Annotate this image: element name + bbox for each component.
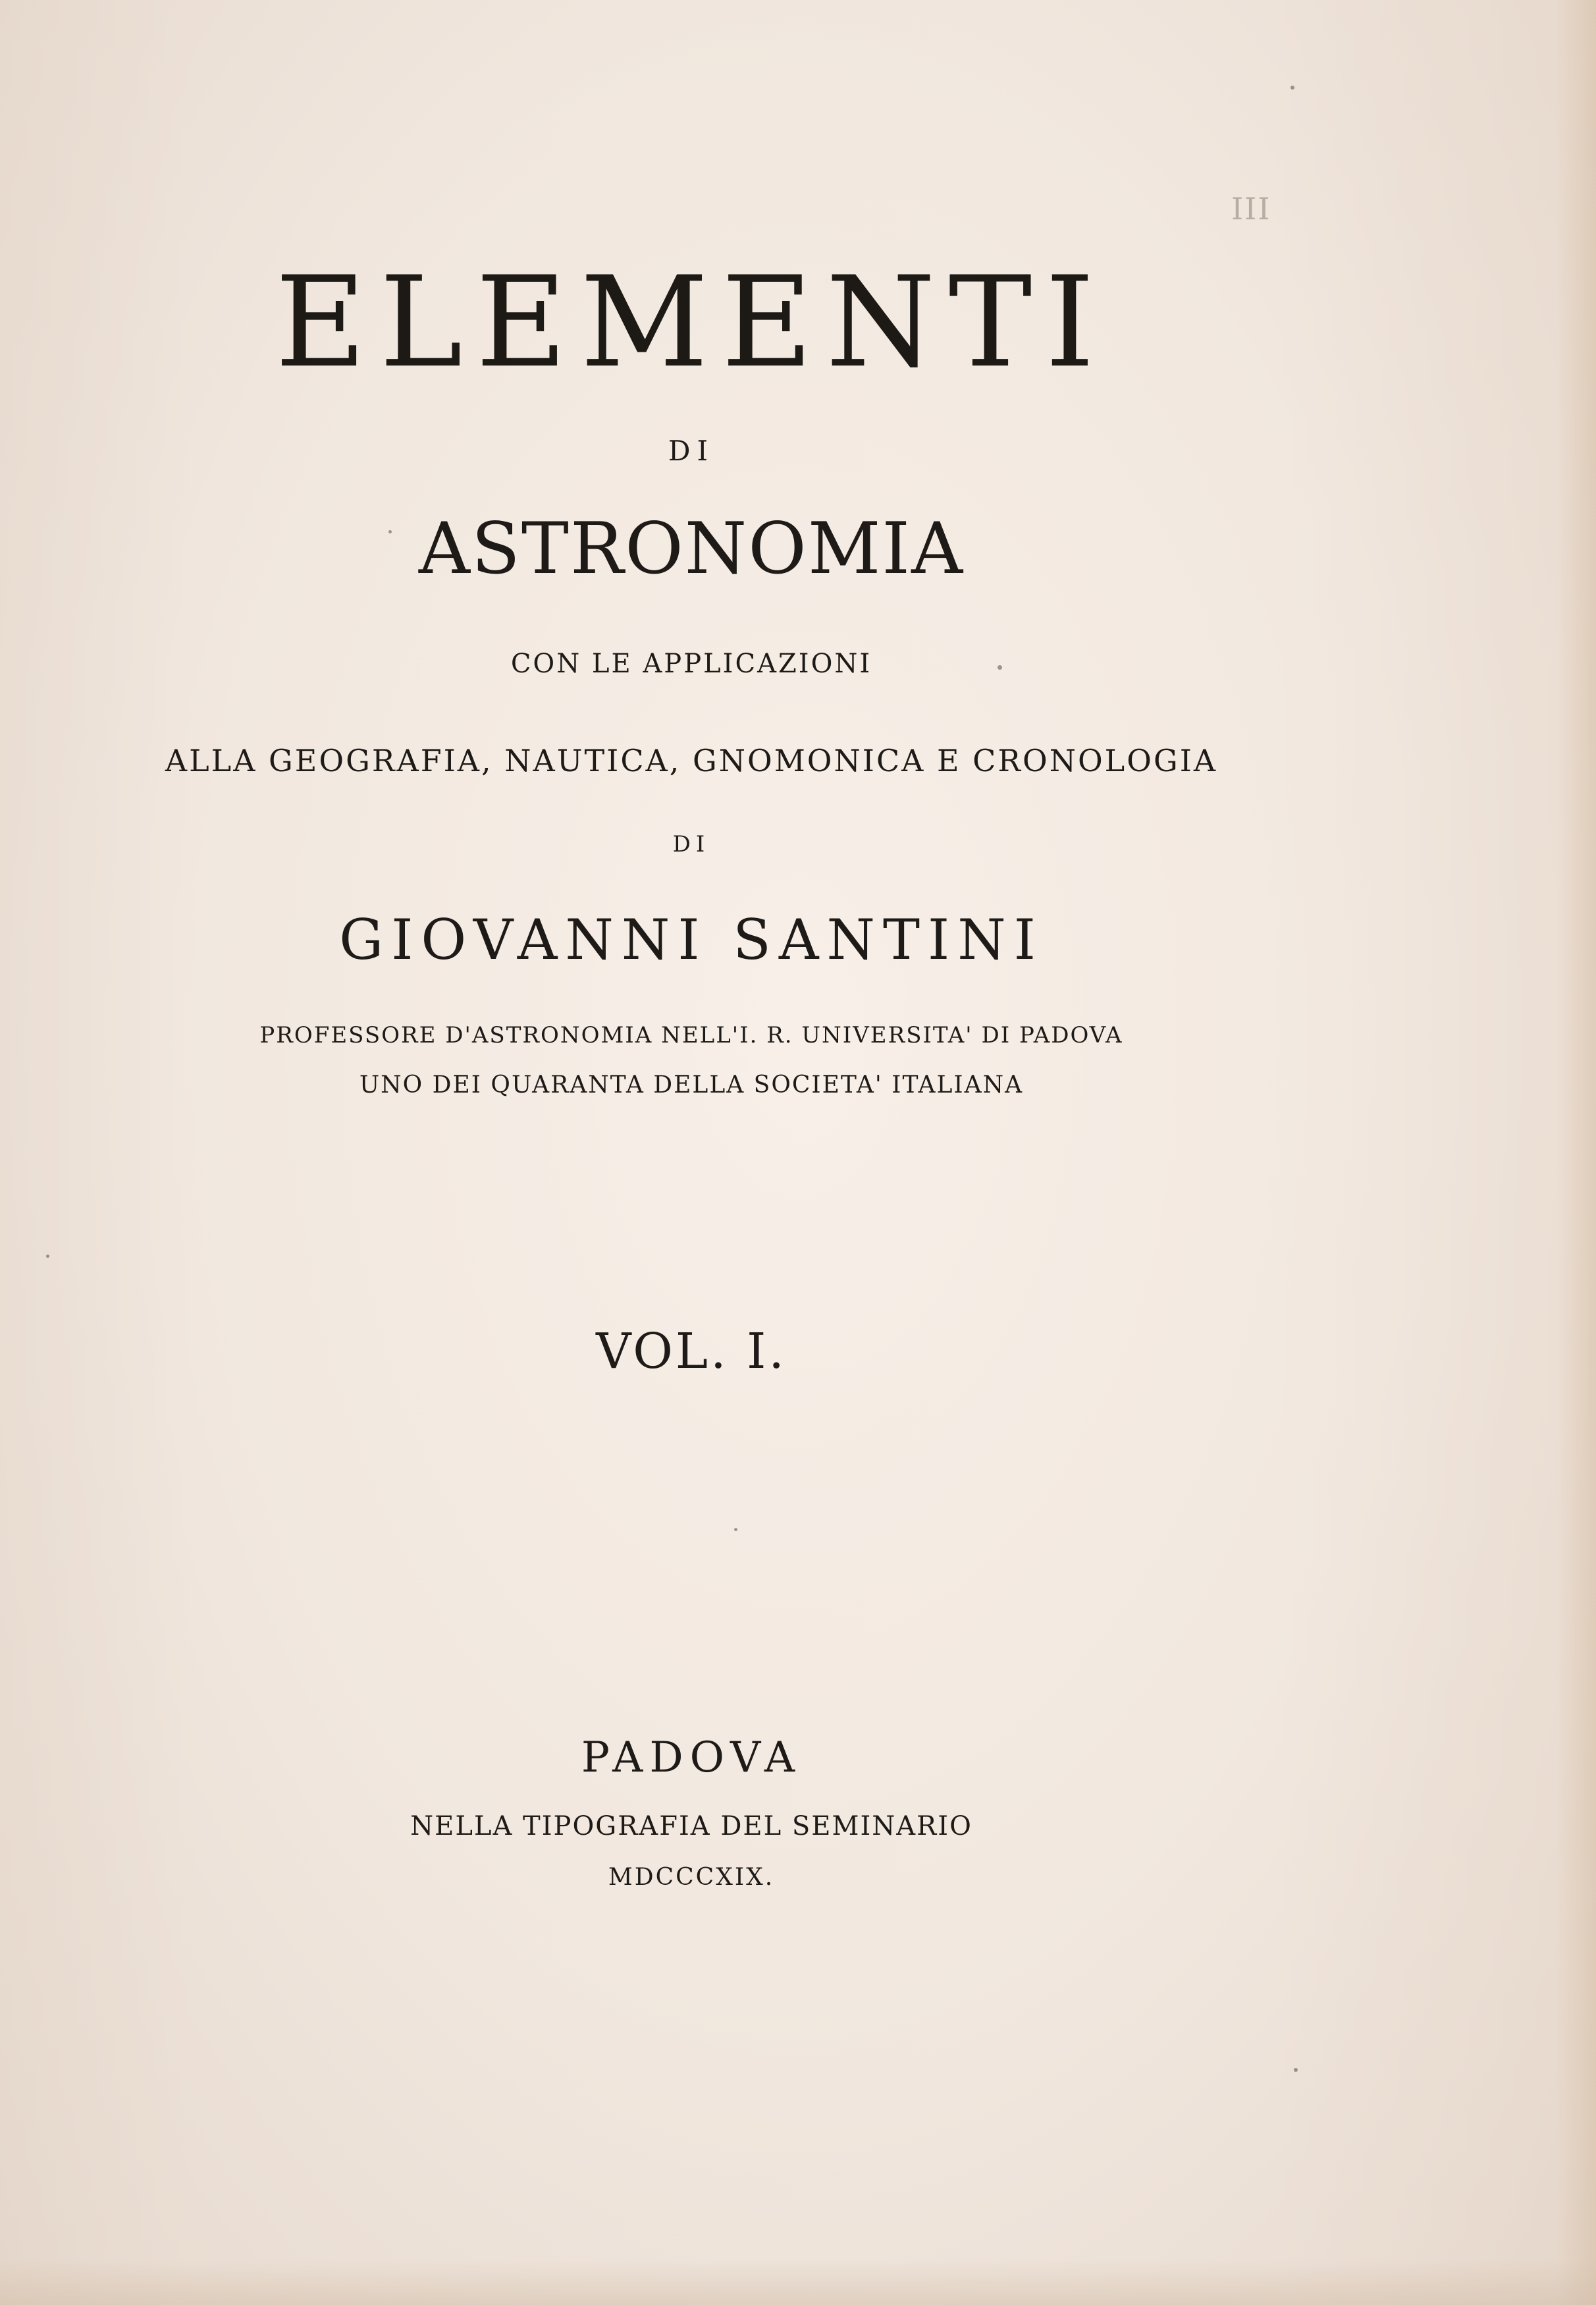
page-edge-shadow: [1556, 0, 1596, 2305]
imprint-printer: NELLA TIPOGRAFIA DEL SEMINARIO: [410, 1811, 972, 1841]
author-title-1: PROFESSORE D'ASTRONOMIA NELL'I. R. UNIVERSITA' DI PADOVA: [259, 1022, 1123, 1048]
author-title-2: UNO DEI QUARANTA DELLA SOCIETA' ITALIANA: [359, 1071, 1024, 1098]
paper-speck: [1290, 86, 1294, 90]
author-name: GIOVANNI SANTINI: [339, 908, 1044, 972]
author-conjunction: DI: [672, 831, 710, 857]
book-subject: ASTRONOMIA: [418, 508, 965, 590]
paper-speck: [734, 1528, 737, 1531]
book-title: ELEMENTI: [275, 250, 1108, 395]
paper-speck: [998, 665, 1002, 670]
imprint-city: PADOVA: [581, 1733, 802, 1782]
page-bottom-shadow: [0, 2259, 1596, 2305]
volume-label: VOL. I.: [596, 1323, 787, 1380]
imprint-year: MDCCCXIX.: [608, 1864, 775, 1891]
paper-speck: [46, 1255, 49, 1258]
page-number: III: [1231, 191, 1271, 227]
title-conjunction: DI: [668, 435, 715, 467]
applications-line: CON LE APPLICAZIONI: [510, 649, 872, 679]
paper-speck: [388, 530, 392, 533]
paper-speck: [1294, 2068, 1298, 2072]
fields-line: ALLA GEOGRAFIA, NAUTICA, GNOMONICA E CRONOLOGIA: [165, 743, 1218, 778]
